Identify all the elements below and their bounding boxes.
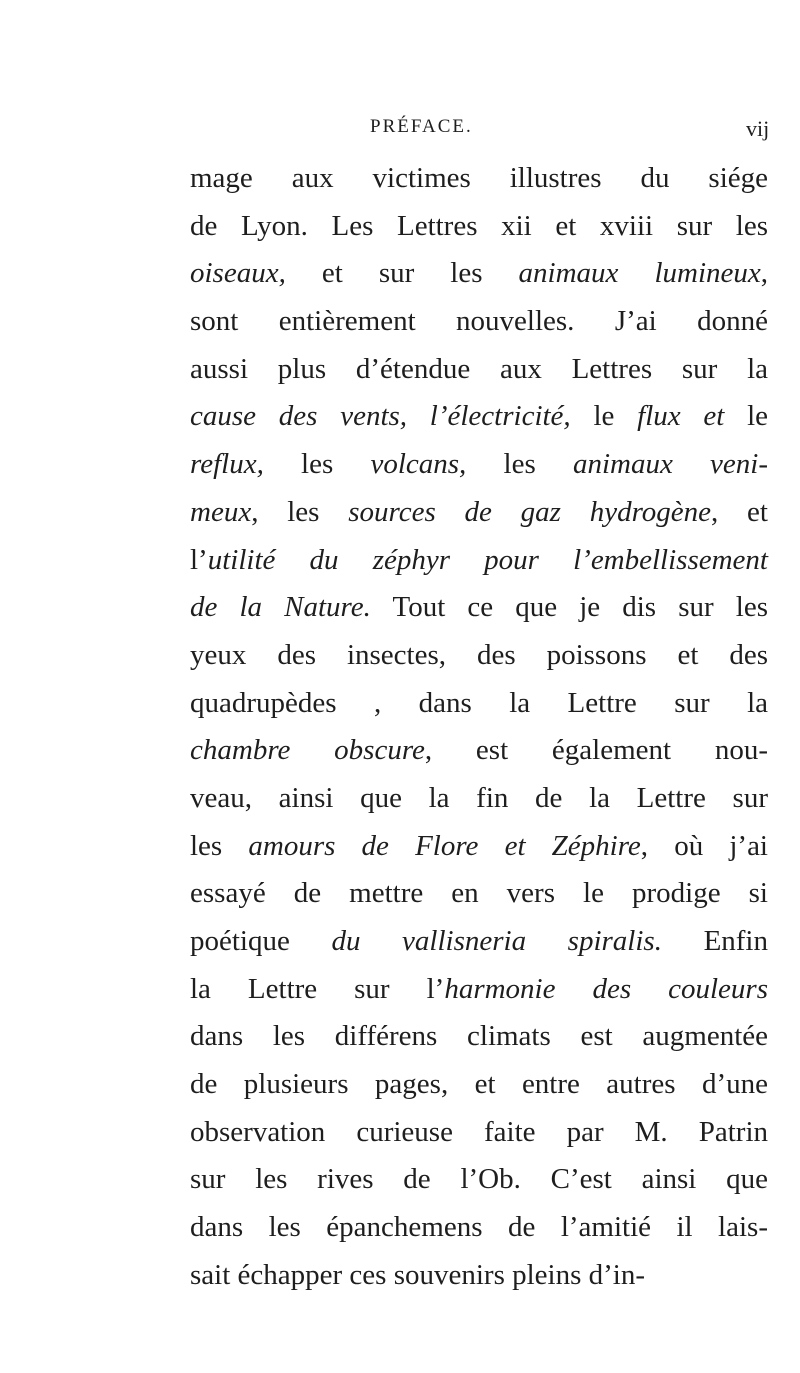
text-line bbox=[190, 870, 768, 918]
text-run: sur les rives de l’Ob. C’est ainsi que bbox=[190, 1163, 768, 1196]
italic-text-run: harmonie des couleurs bbox=[444, 972, 768, 1005]
italic-text-run: reflux, bbox=[190, 448, 264, 481]
text-line bbox=[190, 441, 768, 489]
text-line bbox=[190, 489, 768, 537]
text-run: , bbox=[760, 257, 768, 290]
italic-text-run: de la Nature. bbox=[190, 591, 371, 624]
text-run: , et bbox=[711, 495, 768, 528]
text-run: observation curieuse faite par M. Patrin bbox=[190, 1115, 768, 1148]
text-line bbox=[190, 584, 768, 632]
text-run: les bbox=[190, 829, 249, 862]
italic-text-run: utilité du zéphyr pour l’embellissement bbox=[207, 543, 768, 576]
italic-text-run: chambre obscure bbox=[190, 734, 425, 767]
text-run: la Lettre sur l’ bbox=[190, 972, 445, 1005]
running-title: PRÉFACE. bbox=[370, 116, 473, 137]
text-line bbox=[190, 1109, 768, 1157]
text-run: de Lyon. Les Lettres xii et xviii sur les bbox=[190, 209, 768, 242]
text-line bbox=[190, 775, 768, 823]
text-line bbox=[190, 727, 768, 775]
text-run: , où j’ai bbox=[640, 829, 768, 862]
italic-text-run: cause des vents, l’électricité, bbox=[190, 400, 571, 433]
text-run: quadrupèdes , dans la Lettre sur la bbox=[190, 686, 768, 719]
text-line bbox=[190, 393, 768, 441]
text-run: mage aux victimes illustres du siége bbox=[190, 162, 768, 194]
italic-text-run: oiseaux, bbox=[190, 257, 286, 290]
text-line bbox=[190, 1061, 768, 1109]
italic-text-run: meux bbox=[190, 495, 252, 528]
italic-text-run: sources de gaz hydrogène bbox=[348, 495, 712, 528]
text-run: veau, ainsi que la fin de la Lettre sur bbox=[190, 781, 768, 814]
text-run: essayé de mettre en vers le prodige si bbox=[190, 877, 768, 910]
text-line bbox=[190, 1252, 768, 1300]
text-run: de plusieurs pages, et entre autres d’une bbox=[190, 1068, 768, 1101]
text-run: le bbox=[570, 400, 638, 433]
text-run: le bbox=[724, 400, 768, 433]
italic-text-run: du vallisneria spiralis. bbox=[331, 925, 662, 957]
text-run: sont entièrement nouvelles. J’ai donné bbox=[190, 305, 768, 338]
italic-text-run: volcans, bbox=[370, 448, 467, 481]
text-run: Enfin bbox=[661, 925, 768, 957]
text-line bbox=[190, 298, 768, 346]
text-run: les bbox=[466, 448, 573, 481]
text-line bbox=[190, 680, 768, 728]
text-line bbox=[190, 632, 768, 680]
text-line bbox=[190, 155, 768, 203]
text-line bbox=[190, 1013, 768, 1061]
text-line bbox=[190, 250, 768, 298]
text-run: l’ bbox=[190, 543, 208, 576]
page-number: vij bbox=[746, 116, 770, 141]
text-run: yeux des insectes, des poissons et des bbox=[190, 638, 768, 671]
text-run: sait échapper ces souvenirs pleins d’in- bbox=[190, 1258, 645, 1291]
text-run: , les bbox=[251, 495, 349, 528]
text-run: aussi plus d’étendue aux Lettres sur la bbox=[190, 352, 768, 385]
text-run: dans les épanchemens de l’amitié il lais- bbox=[190, 1211, 768, 1244]
text-run: et sur les bbox=[285, 257, 519, 290]
text-line bbox=[190, 823, 768, 871]
text-line bbox=[190, 537, 768, 585]
text-line bbox=[190, 203, 768, 251]
text-line bbox=[190, 966, 768, 1014]
text-line bbox=[190, 1156, 768, 1204]
italic-text-run: animaux veni- bbox=[572, 448, 768, 481]
text-run: Tout ce que je dis sur les bbox=[370, 591, 768, 624]
italic-text-run: flux et bbox=[637, 400, 725, 433]
text-line bbox=[190, 918, 768, 966]
text-run: les bbox=[263, 448, 371, 481]
text-run: dans les différens climats est augmentée bbox=[190, 1020, 768, 1053]
text-run: poétique bbox=[190, 925, 332, 957]
text-run: , est également nou- bbox=[424, 734, 768, 767]
running-head bbox=[0, 116, 800, 146]
body-text bbox=[190, 155, 768, 1300]
italic-text-run: animaux lumineux bbox=[518, 257, 761, 290]
text-line bbox=[190, 346, 768, 394]
italic-text-run: amours de Flore et Zéphire bbox=[248, 829, 641, 862]
text-line bbox=[190, 1204, 768, 1252]
